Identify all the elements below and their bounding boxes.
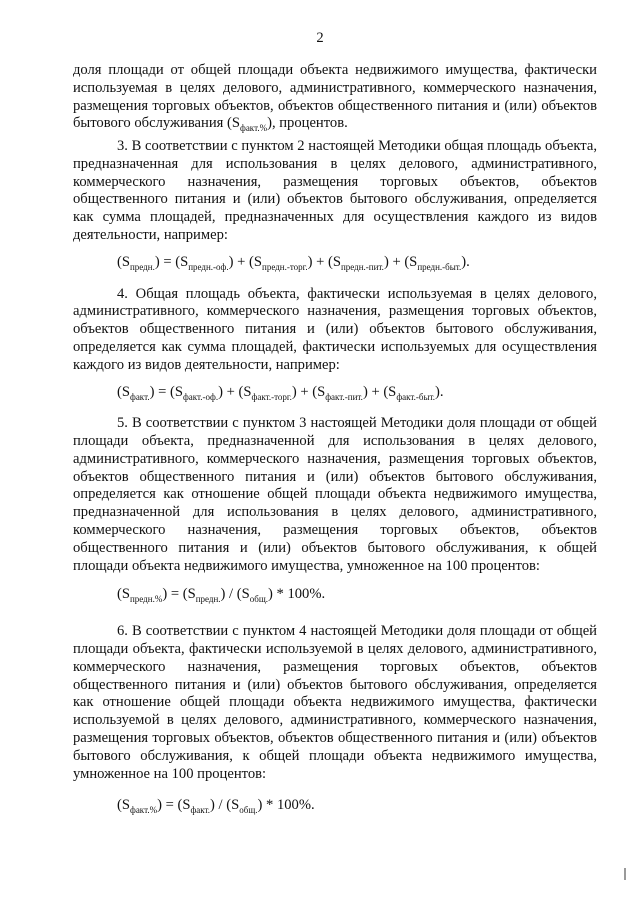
formula-actual-share: $(S_{факт.\%}) = (S_{факт.}) / (S_{общ.}) * 100\%$. [117,797,315,816]
formula-total-actual-area: $(S_{факт.}) = (S_{факт.-оф.}) + (S_{факт.-торг.}) + (S_{факт.-пит.}) + (S_{факт.-быт.})$. [117,383,444,402]
intro-paragraph: доля площади от общей площади объекта недвижимого имущества, фактически используемая в целях делового, административного, коммерческого назначения, размещения торговых объектов, объектов общественного питания и (или) объектов бытового обслуживания $(S_{факт.\%})$, процентов. [73,62,597,134]
formula-designated-share: $(S_{предн.\%}) = (S_{предн.}) / (S_{общ.}) * 100\%$. [117,586,326,605]
document-body [73,62,597,820]
formula-total-designated-area: $(S_{предн.}) = (S_{предн.-оф.}) + (S_{предн.-торг.}) + (S_{предн.-пит.}) + (S_{предн.-быт.})$. [117,253,470,272]
page-number: 2 [316,30,324,46]
scan-edge-mark [624,868,626,880]
paragraph-3: 3. В соответствии с пунктом 2 настоящей Методики общая площадь объекта, предназначенная для использования в целях делового, административного, коммерческого назначения, размещения торговых объектов, объектов общественного питания и (или) объектов бытового обслуживания, определяется как сумма площадей, предназначенных для осуществления каждого из видов деятельности, например: [73,138,597,244]
paragraph-5: 5. В соответствии с пунктом 3 настоящей Методики доля площади от общей площади объекта, предназначенной для использования в целях делового, административного, коммерческого назначения, размещения торговых объектов, объектов общественного питания и (или) объектов бытового обслуживания, определяется как отношение общей площади объекта недвижимого имущества, предназначенной для использования в целях делового, административного, коммерческого назначения, размещения торговых объектов, объектов общественного питания и (или) объектов бытового обслуживания, к общей площади объекта недвижимого имущества, умноженное на 100 процентов: [73,415,597,574]
paragraph-4: 4. Общая площадь объекта, фактически используемая в целях делового, административного, коммерческого назначения, размещения торговых объектов, объектов общественного питания и (или) объектов бытового обслуживания, определяется как сумма площадей, фактически используемых для осуществления каждого из видов деятельности, например: [73,285,597,373]
paragraph-6: 6. В соответствии с пунктом 4 настоящей Методики доля площади от общей площади объекта, фактически используемой в целях делового, административного, коммерческого назначения, размещения торговых объектов, объектов общественного питания и (или) объектов бытового обслуживания, определяется как отношение общей площади объекта недвижимого имущества, фактически используемой в целях делового, административного, коммерческого назначения, размещения торговых объектов, объектов общественного питания и (или) объектов бытового обслуживания, к общей площади объекта недвижимого имущества, умноженное на 100 процентов: [73,623,597,782]
